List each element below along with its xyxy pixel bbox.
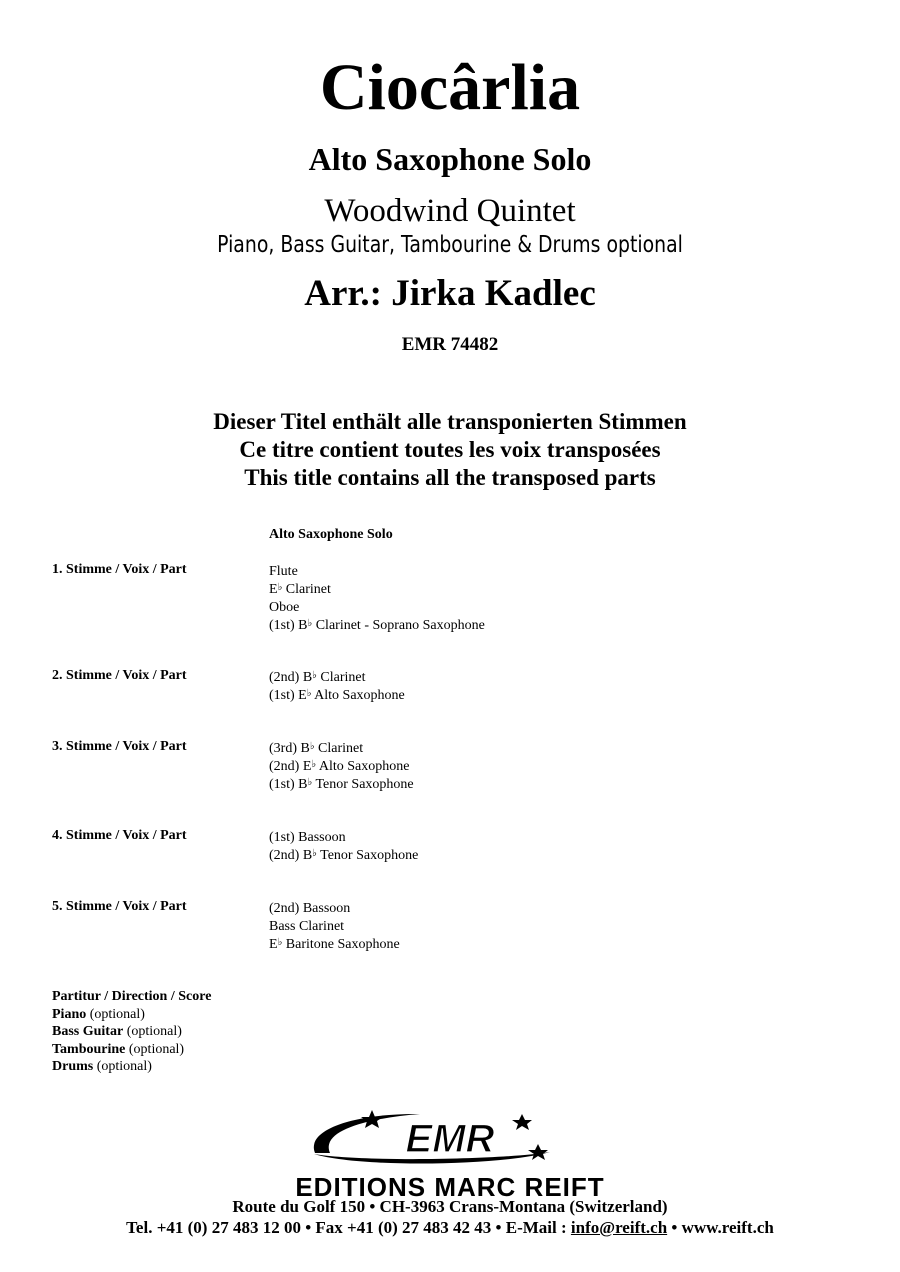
publisher-address: Route du Golf 150 • CH-3963 Crans-Montana (Switzerland) (232, 1197, 668, 1216)
notice-german: Dieser Titel enthält alle transponierten Stimmen (213, 409, 687, 434)
score-section (52, 988, 211, 1076)
email-link[interactable]: info@reift.ch (570, 1218, 668, 1237)
instrument-item: (1st) B♭ Clarinet - Soprano Saxophone (269, 618, 485, 633)
part-label: 3. Stimme / Voix / Part (52, 739, 187, 754)
page-title: Ciocârlia (319, 51, 581, 124)
notice-french: Ce titre contient toutes les voix transposées (239, 437, 661, 462)
arranger: Arr.: Jirka Kadlec (304, 273, 596, 314)
extra-tambourine: Tambourine (optional) (52, 1041, 185, 1057)
instrument-item: (2nd) B♭ Tenor Saxophone (269, 848, 419, 863)
instrument-item: (2nd) Bassoon (269, 901, 351, 916)
logo-text: EMR (405, 1117, 495, 1161)
flat-sign: ♭ (307, 618, 313, 629)
flat-sign: ♭ (312, 670, 317, 681)
extra-drums: Drums (optional) (52, 1059, 152, 1074)
flat-sign: ♭ (311, 759, 317, 770)
flat-sign: ♭ (306, 688, 312, 699)
instrument-item: E♭ Clarinet (269, 582, 331, 597)
catalog-number: EMR 74482 (401, 334, 499, 355)
instrument-item: (3rd) B♭ Clarinet (269, 741, 364, 756)
solo-part-heading: Alto Saxophone Solo (269, 527, 393, 542)
part-label: 5. Stimme / Voix / Part (52, 899, 187, 914)
flat-sign: ♭ (309, 741, 315, 752)
part-label: 2. Stimme / Voix / Part (52, 668, 187, 683)
flat-sign: ♭ (312, 848, 317, 859)
instrument-item: Bass Clarinet (269, 919, 345, 934)
flat-sign: ♭ (307, 777, 313, 788)
instrument-item: (2nd) E♭ Alto Saxophone (269, 759, 410, 774)
solo-instrument: Alto Saxophone Solo (308, 141, 592, 177)
instrument-item: Flute (269, 564, 298, 579)
part-label: 4. Stimme / Voix / Part (52, 828, 187, 843)
notice-english: This title contains all the transposed parts (244, 465, 656, 490)
optional-instruments: Piano, Bass Guitar, Tambourine & Drums optional (217, 232, 683, 258)
score-heading: Partitur / Direction / Score (52, 989, 212, 1004)
instrument-item: (1st) E♭ Alto Saxophone (269, 688, 405, 703)
instrument-item: (1st) Bassoon (269, 830, 346, 845)
publisher-contact: Tel. +41 (0) 27 483 12 00 • Fax +41 (0) 27 483 42 43 • E-Mail : info@reift.ch • www.reift.ch (126, 1218, 774, 1237)
publisher-name: EDITIONS MARC REIFT (295, 1172, 605, 1202)
instrument-item: (1st) B♭ Tenor Saxophone (269, 777, 414, 792)
extra-piano: Piano (optional) (52, 1006, 145, 1022)
instrument-item: E♭ Baritone Saxophone (269, 937, 400, 952)
extra-bass-guitar: Bass Guitar (optional) (52, 1024, 182, 1039)
part-label: 1. Stimme / Voix / Part (52, 562, 187, 577)
instrument-item: (2nd) B♭ Clarinet (269, 670, 366, 685)
flat-sign: ♭ (277, 937, 283, 948)
flat-sign: ♭ (277, 582, 283, 593)
instrument-item: Oboe (269, 600, 300, 615)
emr-logo (300, 1108, 600, 1168)
ensemble: Woodwind Quintet (324, 193, 576, 229)
